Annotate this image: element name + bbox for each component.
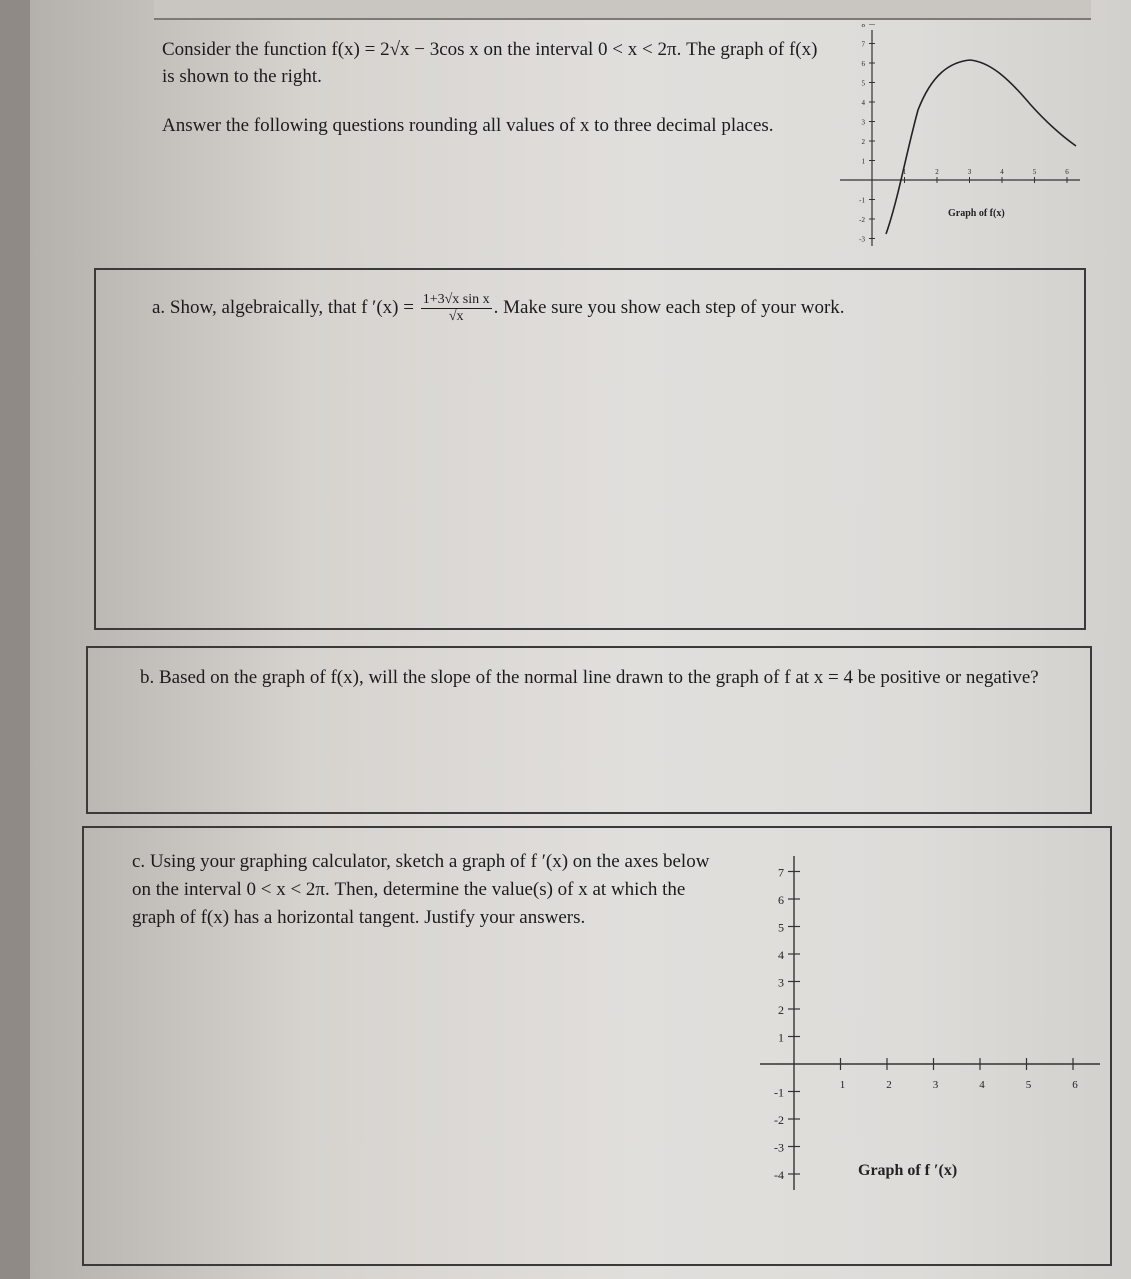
f-ytick-label: 5 bbox=[861, 79, 865, 88]
graph-f-caption: Graph of f(x) bbox=[948, 208, 1005, 219]
fprime-ytick-label: -2 bbox=[774, 1113, 784, 1127]
f-ytick-label: -2 bbox=[859, 216, 865, 224]
f-xtick-label: 5 bbox=[1032, 168, 1037, 176]
derivative-numerator: 1+3√x sin x bbox=[422, 292, 490, 307]
top-header-bar bbox=[154, 0, 1091, 20]
fprime-xtick-label: 1 bbox=[839, 1079, 846, 1091]
part-a-text-after: . Make sure you show each step of your work. bbox=[493, 296, 845, 318]
worksheet-page bbox=[30, 0, 1131, 1279]
fprime-xtick-label: 3 bbox=[932, 1079, 939, 1091]
f-ytick-label: 4 bbox=[861, 99, 865, 107]
f-ytick-label: 8 bbox=[861, 24, 865, 29]
graph-f-prime-caption: Graph of f ′(x) bbox=[858, 1162, 958, 1179]
part-a-question bbox=[152, 292, 1072, 325]
fprime-ytick-label: 4 bbox=[778, 948, 784, 962]
fprime-xtick-label: 5 bbox=[1025, 1079, 1032, 1091]
graph-of-f bbox=[840, 24, 1100, 252]
f-ytick-label: -1 bbox=[859, 196, 865, 205]
f-ytick-label: 6 bbox=[861, 60, 865, 68]
fprime-ytick-label: 7 bbox=[778, 865, 784, 880]
f-xtick-label: 2 bbox=[935, 168, 939, 176]
f-xtick-label: 3 bbox=[967, 168, 972, 176]
f-xtick-label: 4 bbox=[1000, 168, 1004, 176]
fprime-ytick-label: -4 bbox=[774, 1168, 784, 1182]
graph-of-f-prime-axes[interactable] bbox=[760, 850, 1100, 1200]
fprime-xtick-label: 2 bbox=[886, 1079, 892, 1091]
fprime-ytick-label: 3 bbox=[778, 975, 784, 990]
part-b-box bbox=[86, 646, 1092, 814]
part-c-question: c. Using your graphing calculator, sketch a graph of f ′(x) on the axes below on the interval 0 < x < 2π. Then, determine the value(s) of x at which the graph of f(x) has a horizontal tangent. Justify your answers. bbox=[132, 851, 710, 928]
fprime-ytick-label: -3 bbox=[774, 1140, 784, 1155]
derivative-denominator: √x bbox=[448, 309, 464, 324]
fprime-ytick-label: -1 bbox=[774, 1085, 784, 1100]
f-ytick-label: -3 bbox=[859, 235, 865, 244]
f-xtick-label: 1 bbox=[902, 168, 907, 176]
fprime-ytick-label: 2 bbox=[778, 1003, 784, 1017]
f-xtick-label: 6 bbox=[1065, 168, 1069, 176]
fprime-ytick-label: 5 bbox=[778, 920, 784, 935]
part-a-text-before: a. Show, algebraically, that f ′(x) = bbox=[152, 296, 419, 318]
intro-function-text: Consider the function f(x) = 2√x − 3cos x on the interval 0 < x < 2π. The graph of f(x) is shown to the right. bbox=[162, 39, 818, 87]
derivative-fraction bbox=[421, 292, 492, 325]
part-a-box bbox=[94, 268, 1086, 630]
intro-section bbox=[162, 36, 822, 161]
f-ytick-label: 2 bbox=[861, 138, 865, 146]
fprime-ytick-label: 6 bbox=[778, 893, 784, 907]
part-c-box bbox=[82, 826, 1112, 1266]
f-ytick-label: 1 bbox=[861, 157, 865, 166]
fprime-xtick-label: 4 bbox=[979, 1079, 985, 1091]
f-ytick-label: 7 bbox=[861, 40, 865, 49]
f-ytick-label: 3 bbox=[861, 118, 865, 127]
part-b-question: b. Based on the graph of f(x), will the slope of the normal line drawn to the graph of f at x = 4 be positive or negative? bbox=[140, 667, 1039, 688]
fprime-xtick-label: 6 bbox=[1072, 1079, 1078, 1091]
fprime-ytick-label: 1 bbox=[778, 1030, 784, 1045]
intro-instructions: Answer the following questions rounding all values of x to three decimal places. bbox=[162, 115, 774, 136]
